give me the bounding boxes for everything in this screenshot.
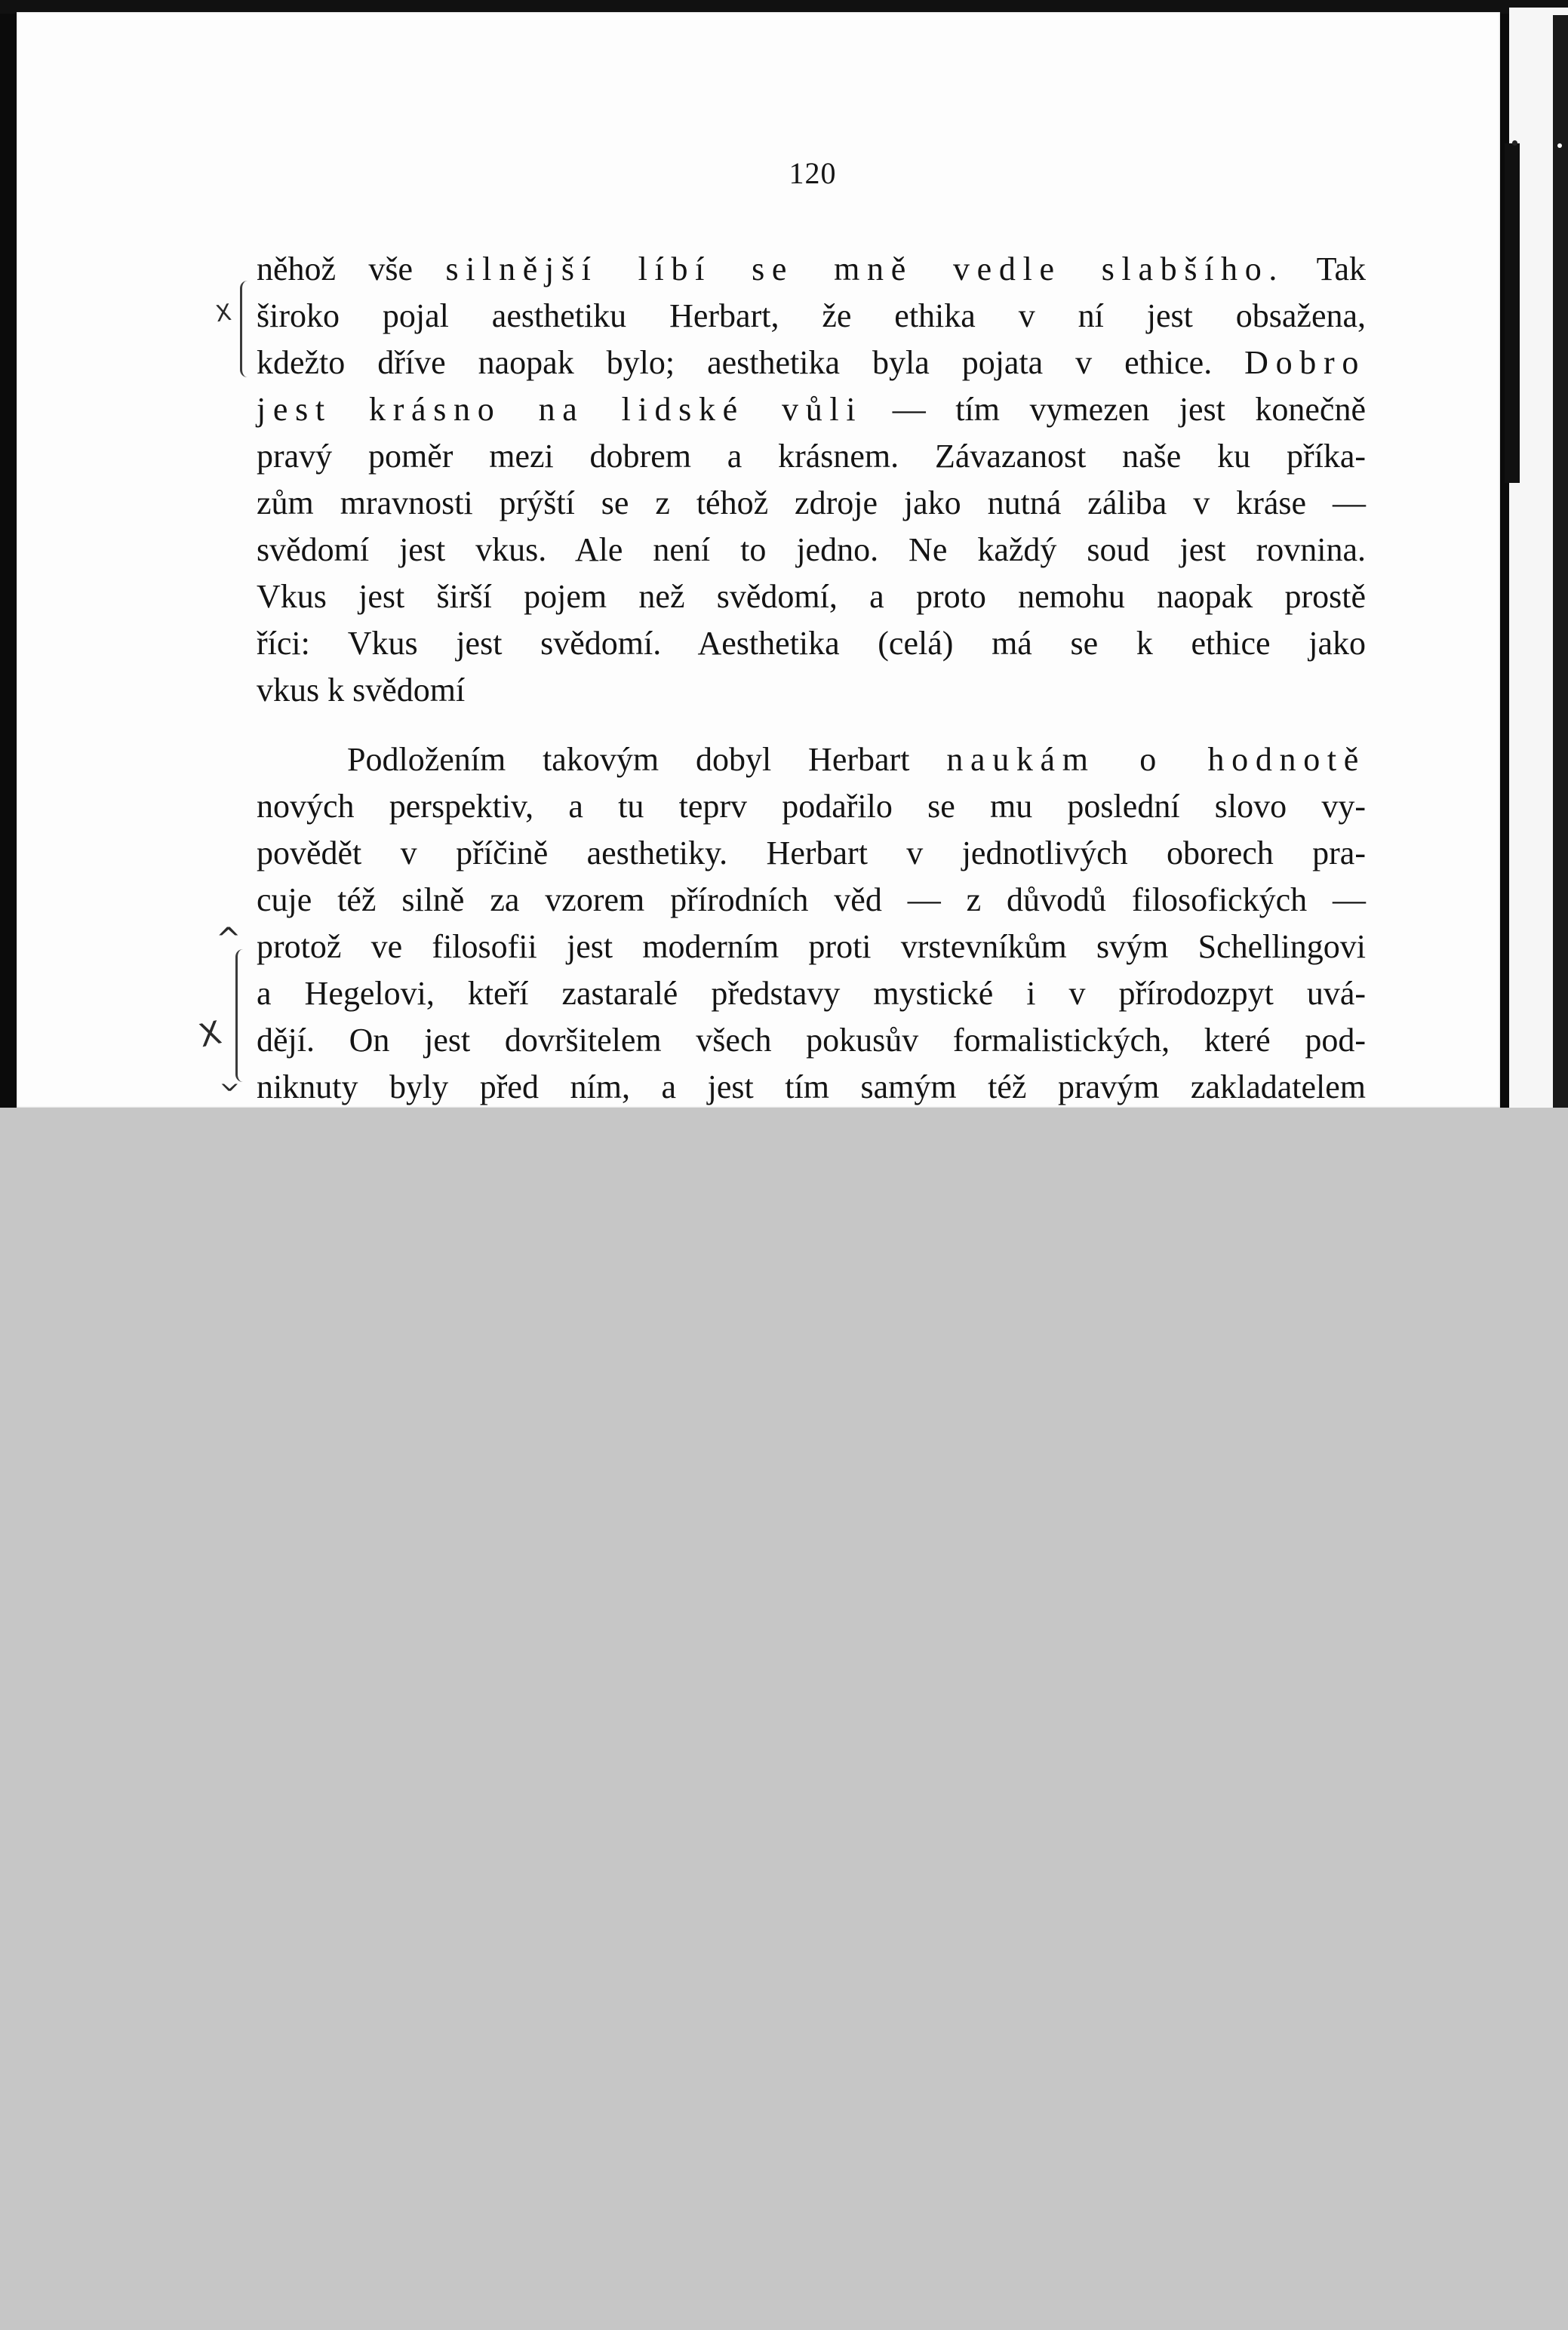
text-segment: nových perspektiv, a tu teprv podařilo se mu poslední slovo vy- [257, 788, 1366, 825]
margin-x-mark-bottom: X [195, 1013, 225, 1055]
text-segment: zům mravnosti prýští se z téhož zdroje jako nutná záliba v kráse — [257, 484, 1366, 521]
text-segment: svědomí jest vkus. Ale není to jedno. Ne každý soud jest rovnina. [257, 531, 1366, 568]
page-gutter-shadow [1505, 143, 1520, 483]
text-line [257, 386, 1366, 433]
scan-background [0, 1108, 1568, 2330]
text-line [257, 527, 1366, 573]
text-line [257, 1017, 1366, 1064]
page-number: 120 [789, 156, 837, 190]
margin-x-mark-top: X [214, 299, 233, 328]
text-line [257, 783, 1366, 830]
text-segment: niknuty byly před ním, a jest tím samým též pravým zakladatelem [257, 1068, 1366, 1105]
margin-bracket-bottom [235, 949, 245, 1082]
text-segment: a Hegelovi, kteří zastaralé představy mystické i v přírodozpyt uvá- [257, 975, 1366, 1012]
text-segment: Vkus jest širší pojem než svědomí, a proto nemohu naopak prostě [257, 578, 1366, 615]
paper-fleck [1557, 143, 1562, 148]
text-line [257, 830, 1366, 877]
text-line [257, 667, 1366, 714]
text-line [257, 293, 1366, 340]
emphasized-text: naukám o hodnotě [946, 741, 1366, 778]
paragraph-2 [257, 736, 1366, 1157]
text-line [257, 877, 1366, 924]
text-segment: široko pojal aesthetiku Herbart, že ethika v ní jest obsažena, [257, 297, 1366, 334]
text-line [257, 340, 1366, 386]
text-line [257, 620, 1366, 667]
text-segment: vkus k svědomí [257, 672, 466, 709]
emphasized-text: jest krásno na lidské vůli [257, 391, 863, 428]
text-segment: říci: Vkus jest svědomí. Aesthetika (celá) má se k ethice jako [257, 625, 1366, 662]
text-segment: — tím vymezen jest konečně [862, 391, 1366, 428]
text-line [257, 1064, 1366, 1111]
text-segment: Tak [1284, 251, 1366, 287]
text-segment: dějí. On jest dovršitelem všech pokusův formalistických, které pod- [257, 1022, 1366, 1059]
text-segment: cuje též silně za vzorem přírodních věd — z důvodů filosofických — [257, 881, 1366, 918]
text-segment: Podložením takovým dobyl Herbart [347, 741, 947, 778]
text-line [257, 246, 1366, 293]
text-line [257, 480, 1366, 527]
margin-arrow-up: ^ [216, 922, 241, 957]
emphasized-text: silnější líbí se mně vedle slabšího. [445, 251, 1285, 287]
text-segment: protož ve filosofii jest moderním proti vrstevníkům svým Schellingovi [257, 928, 1366, 965]
text-segment: kdežto dříve naopak bylo; aesthetika byla pojata v ethice. [257, 344, 1245, 381]
margin-arrow-down: ^ [219, 1065, 241, 1096]
text-line [257, 736, 1366, 783]
text-line [257, 433, 1366, 480]
page-body [257, 246, 1366, 1157]
text-segment: něhož vše [257, 251, 446, 287]
text-line [257, 573, 1366, 620]
paragraph-gap [257, 714, 1366, 736]
text-line [257, 924, 1366, 970]
ink-speck [1512, 140, 1517, 146]
adjacent-page-edge [1509, 8, 1568, 1108]
emphasized-text: Dobro [1244, 344, 1366, 381]
paragraph-1 [257, 246, 1366, 714]
text-line [257, 970, 1366, 1017]
text-segment: povědět v příčině aesthetiky. Herbart v jednotlivých oborech pra- [257, 835, 1366, 871]
text-segment: pravý poměr mezi dobrem a krásnem. Závazanost naše ku příka- [257, 438, 1366, 475]
margin-bracket-top [240, 281, 251, 377]
scan-right-border [1553, 15, 1568, 1115]
